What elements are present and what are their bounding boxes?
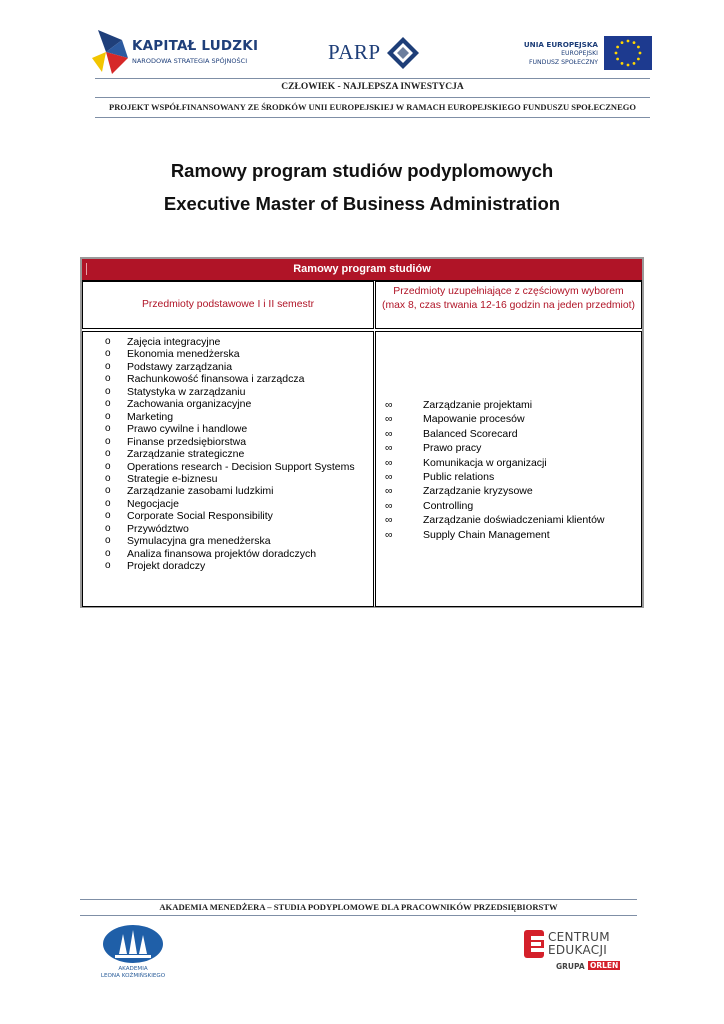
table-heading [82, 259, 642, 281]
right-column-header-line2: (max 8, czas trwania 12-16 godzin na jeden przedmiot) [382, 300, 635, 311]
list-item-label: Operations research - Decision Support Systems [127, 460, 355, 473]
elective-subjects-list [385, 398, 605, 542]
list-item-label: Balanced Scorecard [423, 427, 518, 440]
bullet-icon: ∞ [385, 528, 393, 541]
ce-grupa: GRUPA [556, 962, 585, 971]
list-item [385, 470, 605, 484]
list-item [105, 410, 355, 423]
list-item-label: Zarządzanie doświadczeniami klientów [423, 514, 605, 527]
eu-logo [520, 36, 652, 72]
bullet-icon: o [105, 336, 111, 347]
list-item [385, 441, 605, 455]
bullet-icon: o [105, 360, 111, 372]
left-column-header: Przedmioty podstawowe I i II semestr [141, 299, 315, 310]
list-item-label: Supply Chain Management [423, 528, 550, 541]
list-item-label: Controlling [423, 499, 474, 512]
bullet-icon: o [105, 410, 111, 422]
eu-flag-icon [604, 36, 652, 70]
footer-divider-bottom [80, 915, 637, 916]
parp-name: PARP [328, 40, 381, 64]
bullet-icon: o [105, 560, 111, 572]
page-subtitle: Executive Master of Business Administration [163, 193, 561, 214]
list-item [385, 456, 605, 470]
bullet-icon: o [105, 423, 111, 435]
list-item [105, 373, 355, 386]
list-item-label: Statystyka w zarządzaniu [127, 385, 246, 398]
kapital-ludzki-name: KAPITAŁ LUDZKI [132, 38, 259, 54]
list-item [385, 398, 605, 412]
core-subjects-list [105, 336, 355, 573]
list-item [105, 435, 355, 448]
bullet-icon: ∞ [385, 399, 393, 411]
kapital-ludzki-emblem-icon [92, 28, 132, 76]
header-divider-bottom [95, 117, 650, 118]
list-item-label: Podstawy zarządzania [127, 360, 233, 373]
list-item [385, 499, 605, 513]
list-item-label: Zarządzanie kryzysowe [423, 485, 533, 498]
list-item-label: Zarządzanie projektami [423, 399, 533, 411]
list-item [385, 427, 605, 441]
list-item [105, 423, 355, 436]
list-item-label: Przywództwo [127, 522, 189, 535]
header-divider-top [95, 78, 650, 79]
header-divider-middle [95, 97, 650, 98]
right-column-header-line1: Przedmioty uzupełniające z częściowym wyborem [393, 286, 624, 297]
list-item [385, 412, 605, 426]
list-item-label: Finanse przedsiębiorstwa [127, 435, 247, 448]
list-item-label: Zarządzanie zasobami ludzkimi [127, 485, 274, 498]
ce-orlen: ORLEN [590, 961, 619, 970]
list-item [105, 348, 355, 361]
list-item-label: Negocjacje [127, 497, 179, 510]
bullet-icon: ∞ [385, 427, 393, 440]
bullet-icon: ∞ [385, 456, 393, 469]
ce-line1: CENTRUM [548, 930, 610, 944]
list-item-label: Prawo cywilne i handlowe [127, 423, 248, 436]
bullet-icon: o [105, 510, 111, 522]
list-item [105, 560, 355, 573]
list-item [105, 522, 355, 535]
right-column-header [375, 285, 642, 313]
list-item-label: Zachowania organizacyjne [127, 398, 252, 411]
parp-diamond-icon [386, 36, 420, 70]
bullet-icon: o [105, 460, 111, 472]
ce-line2: EDUKACJI [548, 943, 608, 957]
list-item-label: Corporate Social Responsibility [127, 510, 273, 523]
list-item-label: Analiza finansowa projektów doradczych [127, 547, 317, 560]
kapital-ludzki-logo [92, 28, 259, 76]
footer-text: AKADEMIA MENEDŻERA – STUDIA PODYPLOMOWE DLA PRACOWNIKÓW PRZEDSIĘBIORSTW [159, 902, 558, 912]
list-item-label: Ekonomia menedżerska [127, 348, 240, 361]
list-item-label: Symulacyjna gra menedżerska [127, 535, 271, 548]
list-item [385, 484, 605, 498]
bullet-icon: o [105, 535, 111, 547]
alk-line2: LEONA KOŹMIŃSKIEGO [100, 973, 166, 979]
eu-text [524, 40, 598, 67]
bullet-icon: o [105, 435, 111, 447]
list-item [105, 485, 355, 498]
eu-line3: FUNDUSZ SPOŁECZNY [528, 59, 598, 66]
bullet-icon: o [105, 547, 111, 559]
header-motto: CZŁOWIEK - NAJLEPSZA INWESTYCJA [281, 82, 464, 92]
list-item [105, 460, 355, 473]
bullet-icon: o [105, 385, 111, 397]
bullet-icon: ∞ [385, 413, 393, 426]
list-item [105, 360, 355, 373]
parp-logo [328, 36, 428, 72]
list-item [105, 398, 355, 411]
bullet-icon: o [105, 522, 111, 534]
bullet-icon: ∞ [385, 471, 393, 484]
centrum-edukacji-logo [522, 928, 628, 978]
list-item [105, 385, 355, 398]
list-item-label: Zarządzanie strategiczne [127, 448, 245, 461]
eu-line2: EUROPEJSKI [561, 50, 598, 57]
list-item-label: Public relations [423, 471, 495, 484]
list-item [105, 336, 355, 348]
list-item [385, 528, 605, 542]
eu-line1: UNIA EUROPEJSKA [523, 40, 598, 49]
list-item [105, 510, 355, 523]
footer-divider-top [80, 899, 637, 900]
list-item-label: Rachunkowość finansowa i zarządcza [127, 373, 305, 386]
alk-line1: AKADEMIA [118, 966, 148, 972]
bullet-icon: ∞ [385, 442, 393, 455]
bullet-icon: o [105, 348, 111, 360]
header-project-note: PROJEKT WSPÓŁFINANSOWANY ZE ŚRODKÓW UNII EUROPEJSKIEJ W RAMACH EUROPEJSKIEGO FUNDUSZU SPOŁECZNEGO [109, 102, 636, 112]
centrum-edukacji-e-icon [522, 930, 546, 958]
bullet-icon: ∞ [385, 514, 393, 527]
bullet-icon: o [105, 497, 111, 509]
list-item [105, 448, 355, 461]
list-item [105, 472, 355, 485]
bullet-icon: o [105, 472, 111, 484]
list-item-label: Mapowanie procesów [423, 413, 525, 426]
list-item-label: Marketing [127, 410, 174, 423]
bullet-icon: o [105, 485, 111, 497]
list-item [385, 513, 605, 527]
page-title: Ramowy program studiów podyplomowych [170, 160, 554, 181]
alk-logo [92, 922, 174, 982]
table-heading-text: Ramowy program studiów [293, 263, 431, 275]
list-item-label: Prawo pracy [423, 442, 482, 455]
bullet-icon: o [105, 448, 111, 460]
list-item-label: Projekt doradczy [127, 560, 206, 573]
table-heading-mark [86, 263, 87, 275]
bullet-icon: ∞ [385, 499, 393, 512]
list-item-label: Zajęcia integracyjne [127, 336, 221, 348]
list-item [105, 535, 355, 548]
list-item-label: Komunikacja w organizacji [423, 456, 547, 469]
bullet-icon: ∞ [385, 485, 393, 498]
bullet-icon: o [105, 398, 111, 410]
bullet-icon: o [105, 373, 111, 385]
list-item-label: Strategie e-biznesu [127, 472, 218, 485]
alk-ship-emblem-icon [101, 924, 165, 964]
kapital-ludzki-subtitle: NARODOWA STRATEGIA SPÓJNOŚCI [132, 57, 248, 65]
list-item [105, 547, 355, 560]
list-item [105, 497, 355, 510]
